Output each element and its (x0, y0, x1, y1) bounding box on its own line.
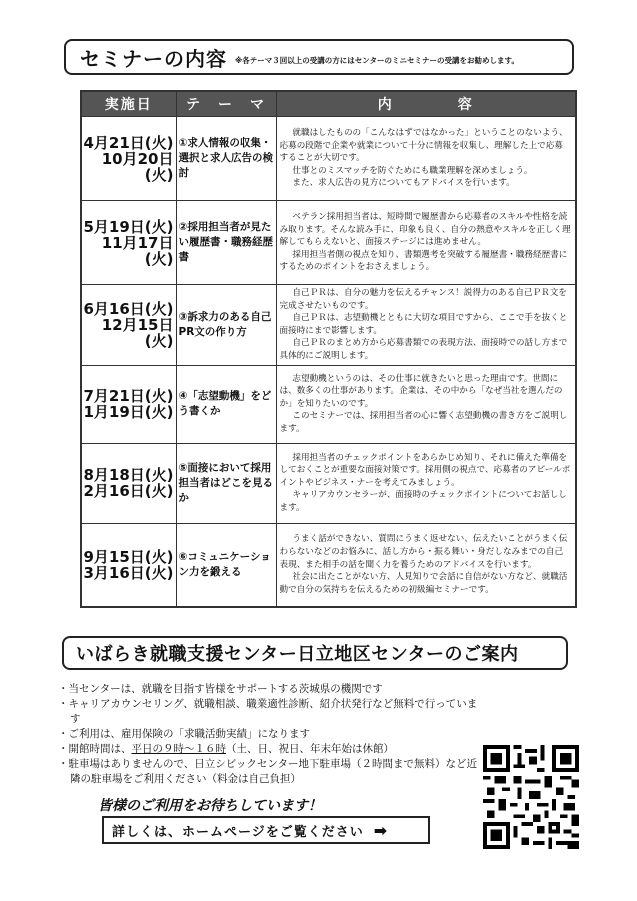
date-cell: 8月18日(火) 2月16日(火) (81, 443, 176, 523)
seminar-note: ※各テーマ３回以上の受講の方にはセンターのミニセミナーの受講をお勧めします。 (235, 55, 519, 65)
info-item: ・ キャリアカウンセリング、就職相談、職業適性診断、紹介状発行など無料で行っています (58, 697, 478, 727)
theme-cell: ⑥コミュニケーション力を鍛える (176, 523, 276, 607)
seminar-title-box (64, 39, 574, 75)
table-row (81, 285, 576, 366)
content-cell: 自己ＰＲは、自分の魅力を伝えるチャンス！説得力のある自己ＰＲ文を完成させたいものです。 自己ＰＲは、志望動機とともに大切な項目ですから、ここで手を抜くと面接時にまで影響します。 自己ＰＲのまとめ方から応募書類での表現方法、面接時での話し方まで具体的にご説明します。 (276, 285, 576, 366)
info-item: ・ ご利用は、雇用保険の「求職活動実績」になります (58, 727, 478, 742)
theme-cell: ②採用担当者が見たい履歴書・職務経歴書 (176, 201, 276, 285)
header-content: 内 容 (276, 91, 576, 117)
content-cell: うまく話ができない、質問にうまく返せない、伝えたいことがうまく伝わらないなどのお悩みに、話し方から・振る舞い・身だしなみまでの自己表現、また相手の話を聞く力を養うためのアドバイスを行います。 社会に出たことがない方、人見知りで会話に自信がない方など、就職活動で自分の気持ちを伝えるための初級編セミナーです。 (276, 523, 576, 607)
table-row (81, 365, 576, 443)
header-date: 実施日 (81, 91, 176, 117)
content-cell: ベテラン採用担当者は、短時間で履歴書から応募者のスキルや性格を読み取ります。そんな読み手に、印象も良く、自分の熱意やスキルを正しく理解してもらえないと、面接ステージには進めません。 採用担当者側の視点を知り、書類選考を突破する履歴書・職務経歴書にするためのポイントをおさえましょう。 (276, 201, 576, 285)
date-cell: 4月21日(火) 10月20日(火) (81, 117, 176, 201)
theme-cell: ④「志望動機」をどう書くか (176, 365, 276, 443)
date-cell: 7月21日(火) 1月19日(火) (81, 365, 176, 443)
content-cell: 志望動機というのは、その仕事に就きたいと思った理由です。世間には、数多くの仕事があります。企業は、その中から「なぜ当社を選んだのか」を知りたいのです。 このセミナーでは、採用担当者の心に響く志望動機の書き方をご説明します。 (276, 365, 576, 443)
table-row (81, 117, 576, 201)
homepage-link[interactable] (102, 816, 430, 844)
arrow-right-icon: ➡ (373, 820, 389, 840)
date-cell: 5月19日(火) 11月17日(火) (81, 201, 176, 285)
theme-cell: ③訴求力のある自己PR文の作り方 (176, 285, 276, 366)
table-row (81, 201, 576, 285)
info-item-hours: ・ 開館時間は、平日の９時～１６時（土、日、祝日、年末年始は休館） (58, 742, 478, 757)
date-cell: 6月16日(火) 12月15日(火) (81, 285, 176, 366)
content-cell: 採用担当者のチェックポイントをあらかじめ知り、それに備えた準備をしておくことが重要な面接対策です。採用側の視点で、応募者のアピールポイントやビジネス・ナーを考えてみましょう。 キャリアカウンセラーが、面接時のチェックポイントについてお話しします。 (276, 443, 576, 523)
center-info-list (58, 682, 478, 787)
date-cell: 9月15日(火) 3月16日(火) (81, 523, 176, 607)
homepage-label: 詳しくは、ホームページをご覧ください (112, 824, 364, 840)
content-cell: 就職はしたものの「こんなはずではなかった」ということのないよう、応募の段階で企業や就業について十分に情報を収集し、理解した上で応募することが大切です。 仕事とのミスマッチを防ぐためにも職業理解を深めましょう。 また、求人広告の見方についてもアドバイスを行います。 (276, 117, 576, 201)
theme-cell: ⑤面接において採用担当者はどこを見るか (176, 443, 276, 523)
qr-code-icon[interactable] (483, 744, 579, 850)
info-item-parking: ・ 駐車場はありませんので、日立シビックセンター地下駐車場（２時間まで無料）など近隣の駐車場をご利用ください（料金は自己負担） (58, 757, 478, 787)
seminar-table (80, 90, 577, 608)
header-theme: テ ー マ (176, 91, 276, 117)
table-row (81, 443, 576, 523)
info-item: ・ 当センターは、就職を目指す皆様をサポートする茨城県の機関です (58, 682, 478, 697)
theme-cell: ①求人情報の収集・選択と求人広告の検討 (176, 117, 276, 201)
welcome-message: 皆様のご利用をお待ちしています！ (98, 798, 322, 814)
seminar-title: セミナーの内容 (80, 46, 227, 71)
center-title: いばらき就職支援センター日立地区センターのご案内 (62, 636, 568, 670)
table-row (81, 523, 576, 607)
